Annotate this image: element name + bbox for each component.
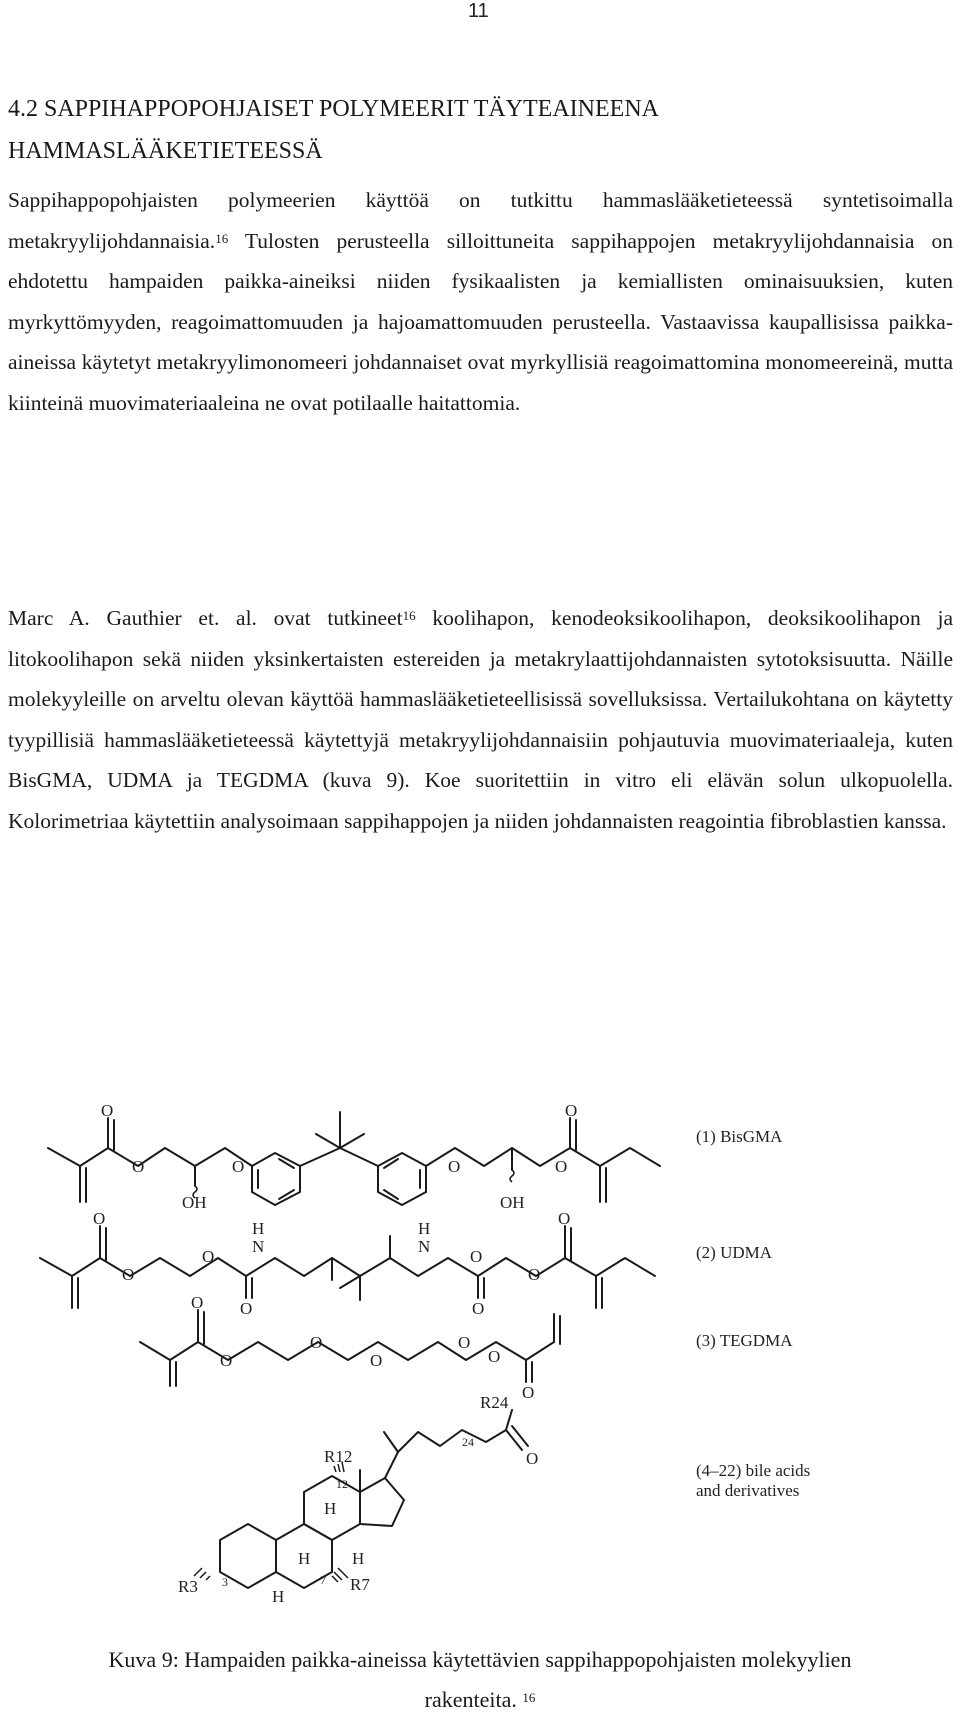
paragraph-2-text-a: Marc A. Gauthier et. al. ovat tutkineet [8, 606, 403, 630]
locant-24: 24 [462, 1435, 474, 1449]
page-number: 11 [468, 0, 489, 22]
bile-acid-structure [220, 1410, 528, 1588]
atom-label: H [298, 1549, 311, 1568]
atom-label: H [418, 1219, 431, 1238]
locant-7: 7 [320, 1573, 326, 1587]
atom-label: O [555, 1157, 568, 1176]
atom-label: O [370, 1351, 383, 1370]
atom-label: O [232, 1157, 245, 1176]
atom-label: O [558, 1209, 571, 1228]
paragraph-1 [8, 180, 953, 423]
caption-reference: 16 [522, 1690, 536, 1705]
section-title-line-1: 4.2 SAPPIHAPPOPOHJAISET POLYMEERIT TÄYTEAINEENA [8, 96, 659, 122]
caption-line-2-text: rakenteita. [424, 1687, 517, 1712]
atom-label: O [565, 1101, 578, 1120]
compound-labels [696, 1127, 810, 1500]
reference-superscript: 16 [215, 230, 229, 246]
atom-label: O [472, 1299, 485, 1318]
section-title-line-2: HAMMASLÄÄKETIETEESSÄ [8, 138, 323, 164]
atom-label: O [93, 1209, 106, 1228]
reference-superscript: 16 [402, 608, 416, 623]
atom-label: O [132, 1157, 145, 1176]
substituent-r24: R24 [480, 1393, 509, 1412]
atom-label: O [522, 1383, 535, 1402]
label-tegdma: (3) TEGDMA [696, 1331, 793, 1350]
atom-label: O [220, 1351, 233, 1370]
paragraph-2 [8, 598, 953, 841]
atom-label: O [191, 1293, 204, 1312]
label-bile-acids-line-1: (4–22) bile acids [696, 1461, 811, 1480]
atom-label: O [528, 1265, 541, 1284]
figure-chemical-structures [0, 1090, 960, 1610]
paragraph-1-text-b: Tulosten perusteella silloittuneita sappihappojen metakryylijohdannaisia on ehdotettu hampaiden paikka-aineiksi niiden fysikaalisten ja kemiallisten ominaisuuksien, kuten myrkyttömyyden, reagoimattomuuden ja hajoamattomuuden perusteella. Vastaavissa kaupallisissa paikka-aineissa käytetyt metakryylimonomeeri johdannaiset ovat myrkyllisiä reagoimattomina monomeereinä, mutta kiinteinä muovimateriaaleina ne ovat potilaalle haitattomia. [8, 228, 953, 415]
atom-label: N [418, 1237, 431, 1256]
section-heading [8, 88, 808, 172]
paragraph-2-text-b: koolihapon, kenodeoksikoolihapon, deoksikoolihapon ja litokoolihapon sekä niiden yksinkertaisten estereiden ja metakrylaattijohdannaisten sytotoksisuutta. Näille molekyyleille on arveltu olevan käyttöä hammaslääketieteellisissä sovelluksissa. Vertailukohtana on käytetty tyypillisiä hammaslääketieteessä käytettyjä metakryylijohdannaisiin pohjautuvia muovimateriaaleja, kuten BisGMA, UDMA ja TEGDMA (kuva 9). Koe suoritettiin in vitro eli elävän solun ulkopuolella. Kolorimetriaa käytettiin analysoimaan sappihappojen ja niiden johdannaisten reagointia fibroblastien kanssa. [8, 606, 954, 833]
atom-label: H [324, 1499, 337, 1518]
atom-label: O [202, 1247, 215, 1266]
locant-12: 12 [336, 1477, 348, 1491]
label-bisgma: (1) BisGMA [696, 1127, 783, 1146]
atom-label: O [526, 1449, 539, 1468]
atom-label: O [122, 1265, 135, 1284]
atom-label: OH [500, 1193, 525, 1212]
bile-acid-atoms [178, 1393, 538, 1606]
atom-label: O [101, 1101, 114, 1120]
label-udma: (2) UDMA [696, 1243, 773, 1262]
atom-label: O [240, 1299, 253, 1318]
atom-label: O [448, 1157, 461, 1176]
caption-line-2 [0, 1680, 960, 1720]
stereo-bonds [193, 1170, 514, 1582]
atom-label: N [252, 1237, 265, 1256]
atom-label: O [488, 1347, 501, 1366]
locant-3: 3 [222, 1575, 228, 1589]
figure-caption [0, 1640, 960, 1720]
substituent-r7: R7 [350, 1575, 370, 1594]
atom-label: O [458, 1333, 471, 1352]
atom-label: O [310, 1333, 323, 1352]
substituent-r3: R3 [178, 1577, 198, 1596]
label-bile-acids-line-2: and derivatives [696, 1481, 800, 1500]
atom-label: OH [182, 1193, 207, 1212]
atom-label: O [470, 1247, 483, 1266]
atom-label: H [352, 1549, 365, 1568]
structures-svg [0, 1090, 960, 1610]
atom-label: H [252, 1219, 265, 1238]
caption-line-1: Kuva 9: Hampaiden paikka-aineissa käytettävien sappihappopohjaisten molekyylien [108, 1647, 852, 1672]
substituent-r12: R12 [324, 1447, 353, 1466]
atom-label: H [272, 1587, 285, 1606]
paragraph-1-text-a: Sappihappopohjaisten polymeerien käyttöä on tutkittu hammaslääketieteessä syntetisoimalla metakryylijohdannaisia. [8, 188, 953, 253]
